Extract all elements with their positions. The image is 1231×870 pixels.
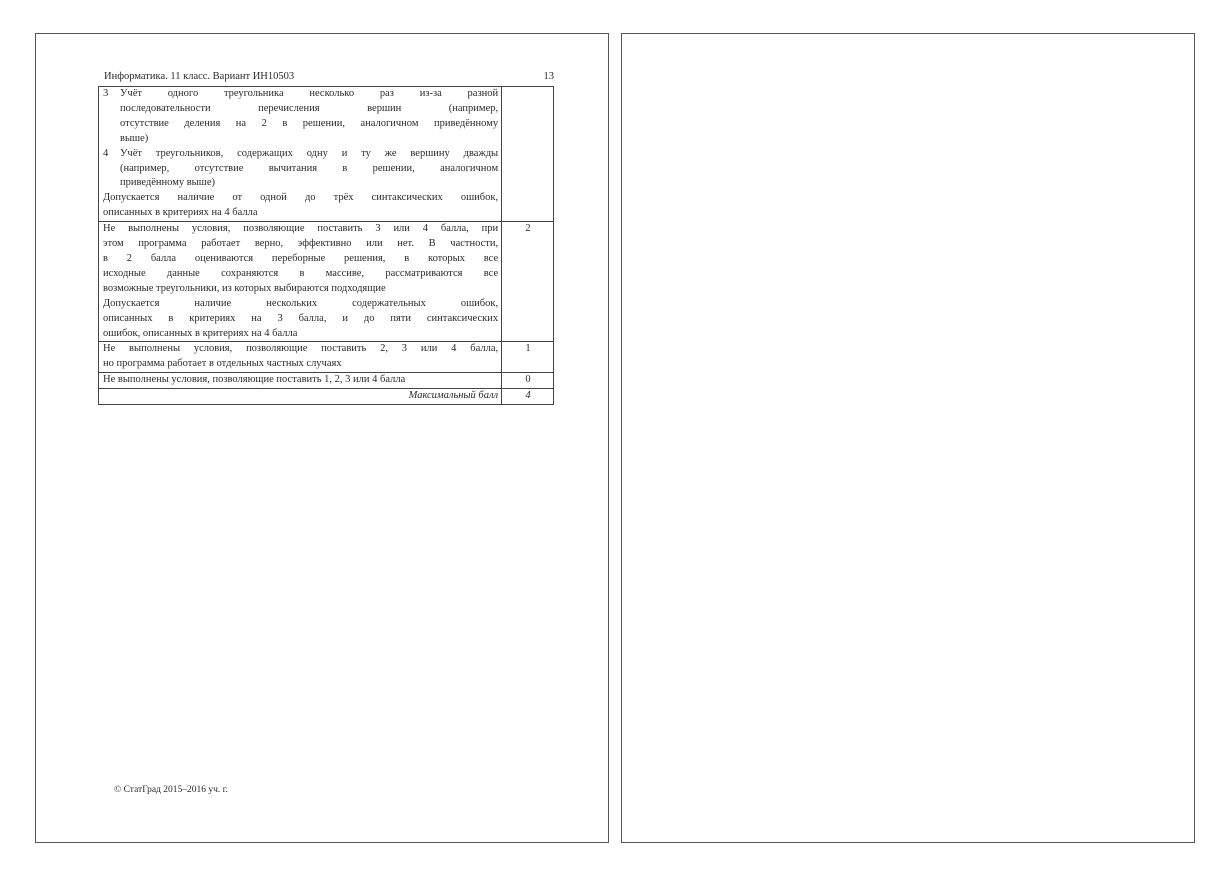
text-line: но программа работает в отдельных частных случаях: [103, 358, 342, 370]
text-line: Не выполнены условия, позволяющие поставить 2, 3 или 4 балла,: [103, 343, 499, 355]
score-cell: [502, 87, 554, 222]
score-cell: 0: [502, 373, 554, 389]
right-page: [621, 33, 1195, 843]
left-page: [35, 33, 609, 843]
text-line: Не выполнены условия, позволяющие поставить 3 или 4 балла, при: [103, 223, 499, 235]
criteria-cell: [99, 222, 502, 342]
text-line: описанных в критериях на 4 балла: [103, 207, 258, 219]
score-cell: 2: [502, 222, 554, 342]
text-line: ошибок, описанных в критериях на 4 балла: [103, 327, 298, 339]
text-line: Допускается наличие от одной до трёх синтаксических ошибок,: [103, 192, 499, 204]
text-line: (например, отсутствие вычитания в решении, аналогичном: [120, 162, 499, 174]
text-line: в 2 балла оцениваются переборные решения, в которых все: [103, 252, 499, 264]
header-title: Информатика. 11 класс. Вариант ИН10503: [104, 71, 295, 82]
criteria-cell: [99, 342, 502, 373]
list-item: [103, 87, 498, 147]
criteria-table: [98, 86, 554, 405]
list-item: [103, 147, 498, 192]
max-score-row: [99, 389, 554, 405]
text-line: отсутствие деления на 2 в решении, аналогичном приведённому: [120, 117, 499, 129]
text-line: Допускается наличие нескольких содержательных ошибок,: [103, 297, 499, 309]
table-row: [99, 222, 554, 342]
text-line: приведённому выше): [120, 177, 215, 189]
table-row: [99, 373, 554, 389]
item-number: 4: [103, 147, 109, 159]
text-line: описанных в критериях на 3 балла, и до пяти синтаксических: [103, 312, 499, 324]
table-row: [99, 87, 554, 222]
item-number: 3: [103, 88, 109, 99]
text-line: выше): [120, 132, 149, 144]
text-line: Не выполнены условия, позволяющие поставить 1, 2, 3 или 4 балла: [103, 374, 406, 386]
page-footer: © СтатГрад 2015–2016 уч. г.: [114, 785, 228, 795]
text-line: исходные данные сохраняются в массиве, рассматриваются все: [103, 267, 499, 279]
max-score-label: Максимальный балл: [99, 389, 502, 405]
text-line: возможные треугольники, из которых выбираются подходящие: [103, 282, 386, 294]
score-cell: 1: [502, 342, 554, 373]
max-score-value: 4: [502, 389, 554, 405]
criteria-cell: [99, 87, 502, 222]
text-line: последовательности перечисления вершин (например,: [120, 102, 499, 114]
text-line: Учёт одного треугольника несколько раз из-за разной: [120, 88, 499, 99]
criteria-cell: [99, 373, 502, 389]
page-header: [104, 71, 554, 83]
table-row: [99, 342, 554, 373]
text-line: этом программа работает верно, эффективно или нет. В частности,: [103, 238, 499, 250]
page-number: 13: [543, 71, 554, 82]
text-line: Учёт треугольников, содержащих одну и ту же вершину дважды: [120, 147, 499, 159]
